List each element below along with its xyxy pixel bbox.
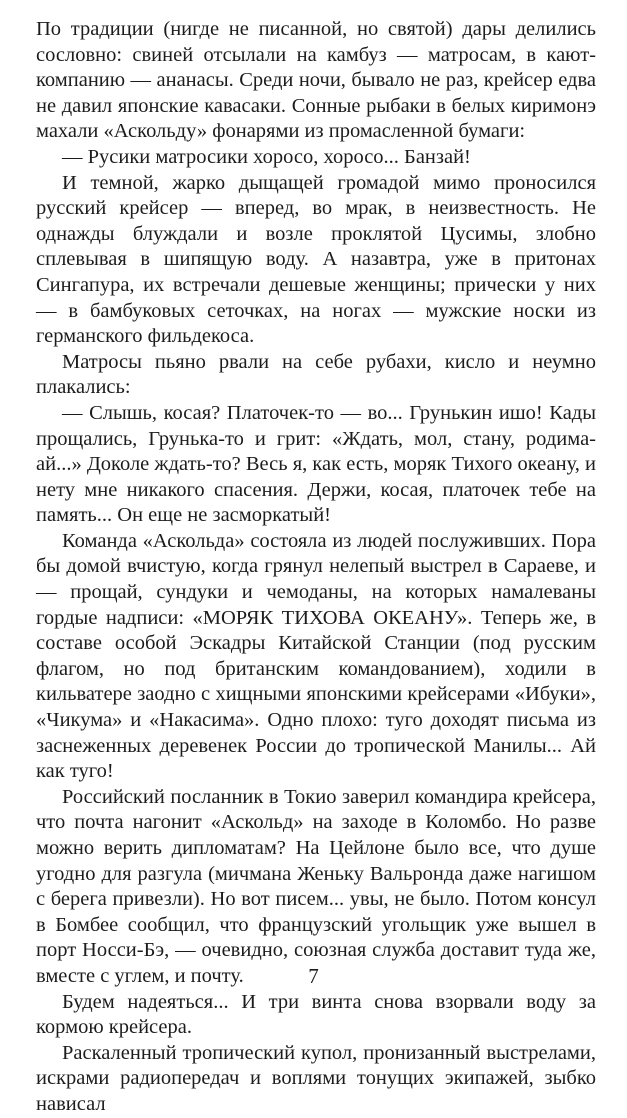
paragraph-4: Матросы пьяно рвали на себе рубахи, кисло и неумно плакались: — [36, 350, 596, 399]
paragraph-3: И темной, жарко дыщащей громадой мимо проносился русский крейсер — вперед, во мрак, в неизвестность. Не однажды блуждали и возле проклятой Цусимы, злобно сплевывая в шипящую воду. А назавтра, уже в притонах Сингапура, их встречали дешевые женщины; прически у них — в бамбуковых сеточках, на ногах — мужские носки из германского фильдекоса. — [36, 171, 596, 348]
paragraph-1: По традиции (нигде не писанной, но святой) дары делились сословно: свиней отсылали на камбуз — матросам, в кают-компанию — ананасы. Среди ночи, бывало не раз, крейсер едва не давил японские кавасаки. Сонные рыбаки в белых киримонэ махали «Аскольду» фонарями из промасленной бумаги: — [36, 18, 596, 143]
paragraph-5: — Слышь, косая? Платочек-то — во... Грунькин ишо! Кады прощались, Грунька-то и грит: «Ждать, мол, стану, родима-ай...» Доколе ждать-то? Весь я, как есть, моряк Тихого океану, и нету мне никакого спасения. Держи, косая, платочек тебе на память... Он еще не засморкатый! — [36, 401, 596, 527]
paragraph-7: Российский посланник в Токио заверил командира крейсера, что почта нагонит «Аскольд» на заходе в Коломбо. Но разве можно верить дипломатам? На Цейлоне было все, что душе угодно для разгула (мичмана Женьку Вальронда даже нагишом с берега привезли). Но вот писем... увы, не было. Потом консул в Бомбее сообщил, что французский угольщик уже вышел в порт Носси-Бэ, — очевидно, союзная служба доставит туда же, вместе с углем, и почту. — [36, 785, 596, 987]
paragraph-8: Будем надеяться... И три винта снова взорвали воду за кормою крейсера. — [36, 990, 596, 1039]
page-number: 7 — [308, 964, 319, 988]
paragraph-2: — Русики матросики хоросо, хоросо... Банзай! — [62, 145, 471, 168]
paragraph-6: Команда «Аскольда» состояла из людей послуживших. Пора бы домой вчистую, когда грянул нелепый выстрел в Сараеве, и — прощай, сундуки и чемоданы, на которых намалеваны гордые надписи: «МОРЯК ТИХОВА ОКЕАНУ». Теперь же, в составе особой Эскадры Китайской Станции (под русским флагом, но под британским командованием), ходили в кильватере заодно с хищными японскими крейсерами «Ибуки», «Чикума» и «Накасима». Одно плохо: туго доходят письма из заснеженных деревенек России до тропической Манилы... Ай как туго! — [36, 529, 596, 783]
book-page-text — [36, 17, 596, 1118]
paragraph-9: Раскаленный тропический купол, пронизанный выстрелами, искрами радиопередач и воплями тонущих экипажей, зыбко нависал — [36, 1041, 596, 1115]
